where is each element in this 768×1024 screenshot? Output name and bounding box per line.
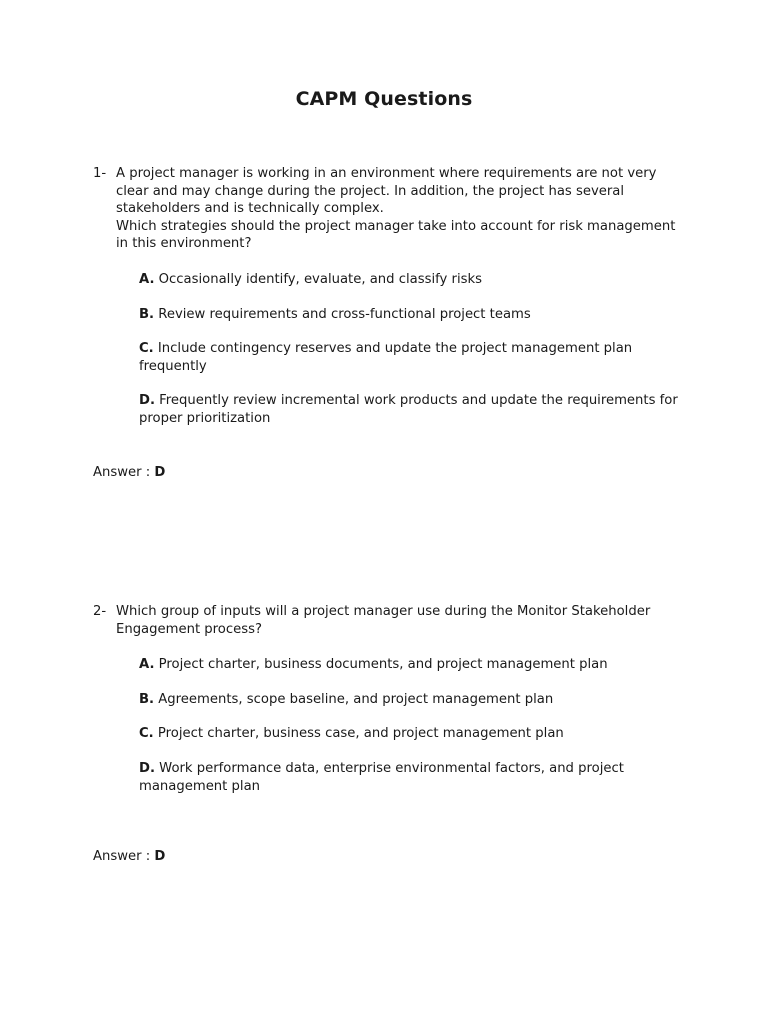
question-text-line: Which group of inputs will a project manager use during the Monitor Stakeholder Engagement process? (116, 604, 651, 637)
option-text: Frequently review incremental work products and update the requirements for proper prioritization (139, 393, 678, 426)
option-c (139, 340, 683, 375)
option-text: Work performance data, enterprise environmental factors, and project management plan (139, 760, 624, 794)
option-letter: D. (139, 760, 155, 776)
option-a (139, 271, 683, 289)
option-text: Project charter, business case, and project management plan (157, 726, 564, 742)
option-d (139, 392, 683, 427)
answer-value: D (154, 465, 166, 480)
question-number: 2- (93, 604, 107, 619)
option-letter: C. (139, 726, 154, 742)
option-letter: B. (139, 691, 155, 707)
question-text (116, 603, 683, 638)
option-a (139, 656, 683, 674)
option-d (139, 760, 683, 795)
option-letter: A. (139, 271, 155, 287)
answer-label: Answer : (93, 465, 151, 480)
option-b (139, 306, 683, 324)
option-text: Include contingency reserves and update the project management plan frequently (139, 341, 633, 374)
question-2 (93, 603, 683, 812)
answer-1 (93, 464, 165, 482)
question-1 (93, 165, 683, 445)
option-text: Review requirements and cross-functional project teams (158, 306, 531, 322)
option-letter: A. (139, 657, 155, 673)
page-title: CAPM Questions (295, 88, 473, 110)
option-letter: B. (139, 306, 155, 322)
option-text: Occasionally identify, evaluate, and classify risks (158, 271, 482, 287)
answer-2 (93, 848, 165, 866)
question-text-line: Which strategies should the project manager take into account for risk management in this environment? (116, 218, 676, 252)
question-text-line: A project manager is working in an environment where requirements are not very clear and may change during the project. In addition, the project has several stakeholders and is technically complex. (116, 166, 657, 217)
option-list (139, 271, 683, 428)
question-number: 1- (93, 166, 107, 181)
option-text: Project charter, business documents, and project management plan (158, 657, 608, 673)
option-letter: D. (139, 393, 155, 409)
question-text (116, 165, 683, 253)
option-list (139, 656, 683, 795)
option-c (139, 725, 683, 743)
answer-value: D (154, 849, 166, 864)
answer-label: Answer : (93, 849, 151, 864)
option-b (139, 691, 683, 709)
option-letter: C. (139, 341, 154, 357)
option-text: Agreements, scope baseline, and project management plan (158, 691, 554, 707)
